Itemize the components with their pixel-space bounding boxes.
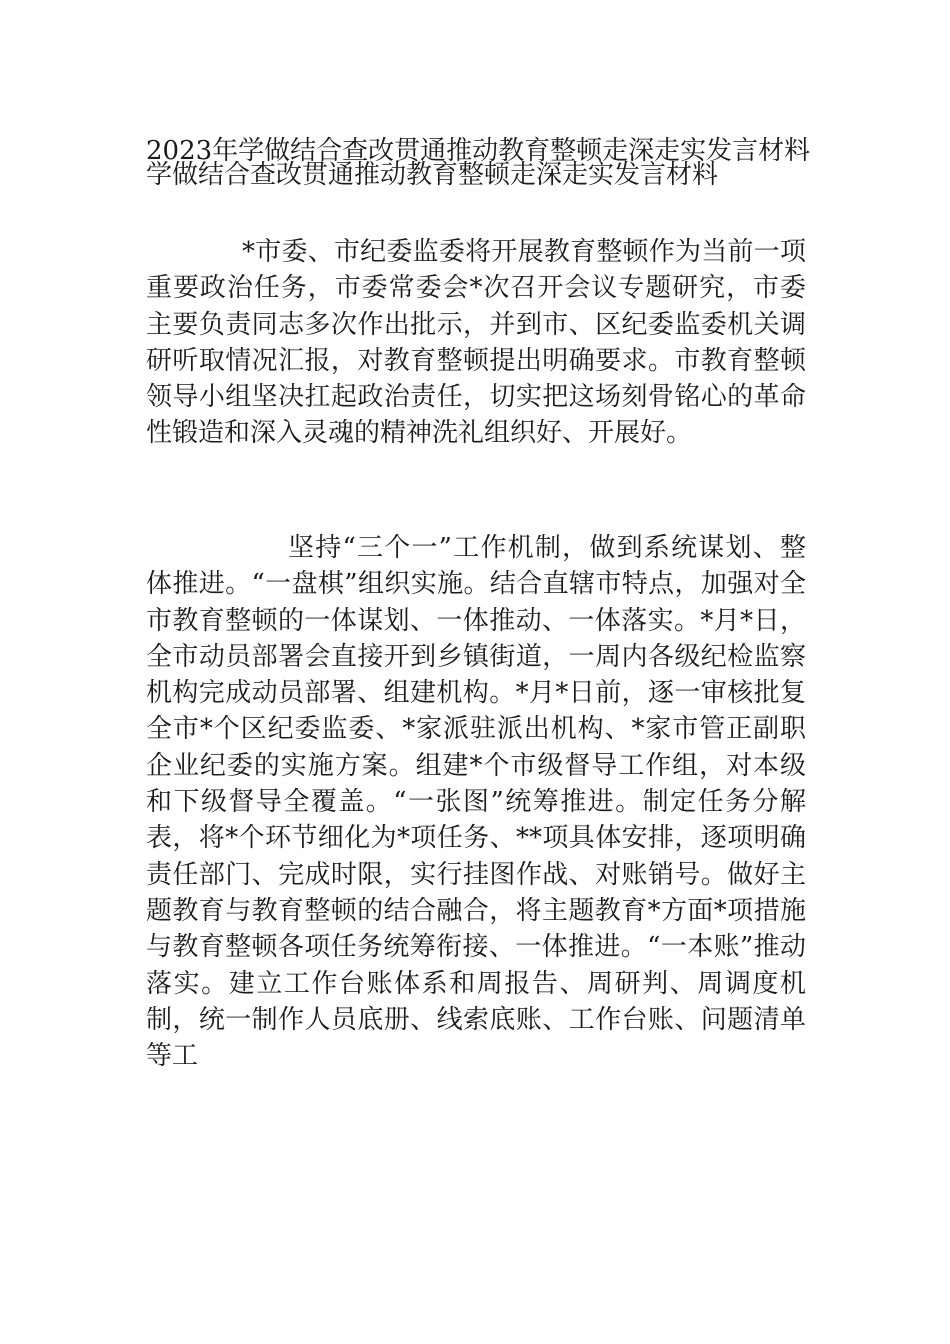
- paragraph-2: 坚持“三个一”工作机制，做到系统谋划、整体推进。“一盘棋”组织实施。结合直辖市特点，加强对全市教育整顿的一体谋划、一体推动、一体落实。*月*日，全市动员部署会直接开到乡镇街道，一周内各级纪检监察机构完成动员部署、组建机构。*月*日前，逐一审核批复全市*个区纪委监委、*家派驻派出机构、*家市管正副职企业纪委的实施方案。组建*个市级督导工作组，对本级和下级督导全覆盖。“一张图”统筹推进。制定任务分解表，将*个环节细化为*项任务、**项具体安排，逐项明确责任部门、完成时限，实行挂图作战、对账销号。做好主题教育与教育整顿的结合融合，将主题教育*方面*项措施与教育整顿各项任务统筹衔接、一体推进。“一本账”推动落实。建立工作台账体系和周报告、周研判、周调度机制，统一制作人员底册、线索底账、工作台账、问题清单等工: [146, 533, 806, 1072]
- document-title-line-1: 2023年学做结合查改贯通推动教育整顿走深走实发言材料: [146, 136, 811, 166]
- paragraph-1: *市委、市纪委监委将开展教育整顿作为当前一项重要政治任务，市委常委会*次召开会议专题研究，市委主要负责同志多次作出批示，并到市、区纪委监委机关调研听取情况汇报，对教育整顿提出明确要求。市教育整顿领导小组坚决扛起政治责任，切实把这场刻骨铭心的革命性锻造和深入灵魂的精神洗礼组织好、开展好。: [146, 237, 806, 449]
- document-title-line-2: 学做结合查改贯通推动教育整顿走深走实发言材料: [146, 160, 719, 190]
